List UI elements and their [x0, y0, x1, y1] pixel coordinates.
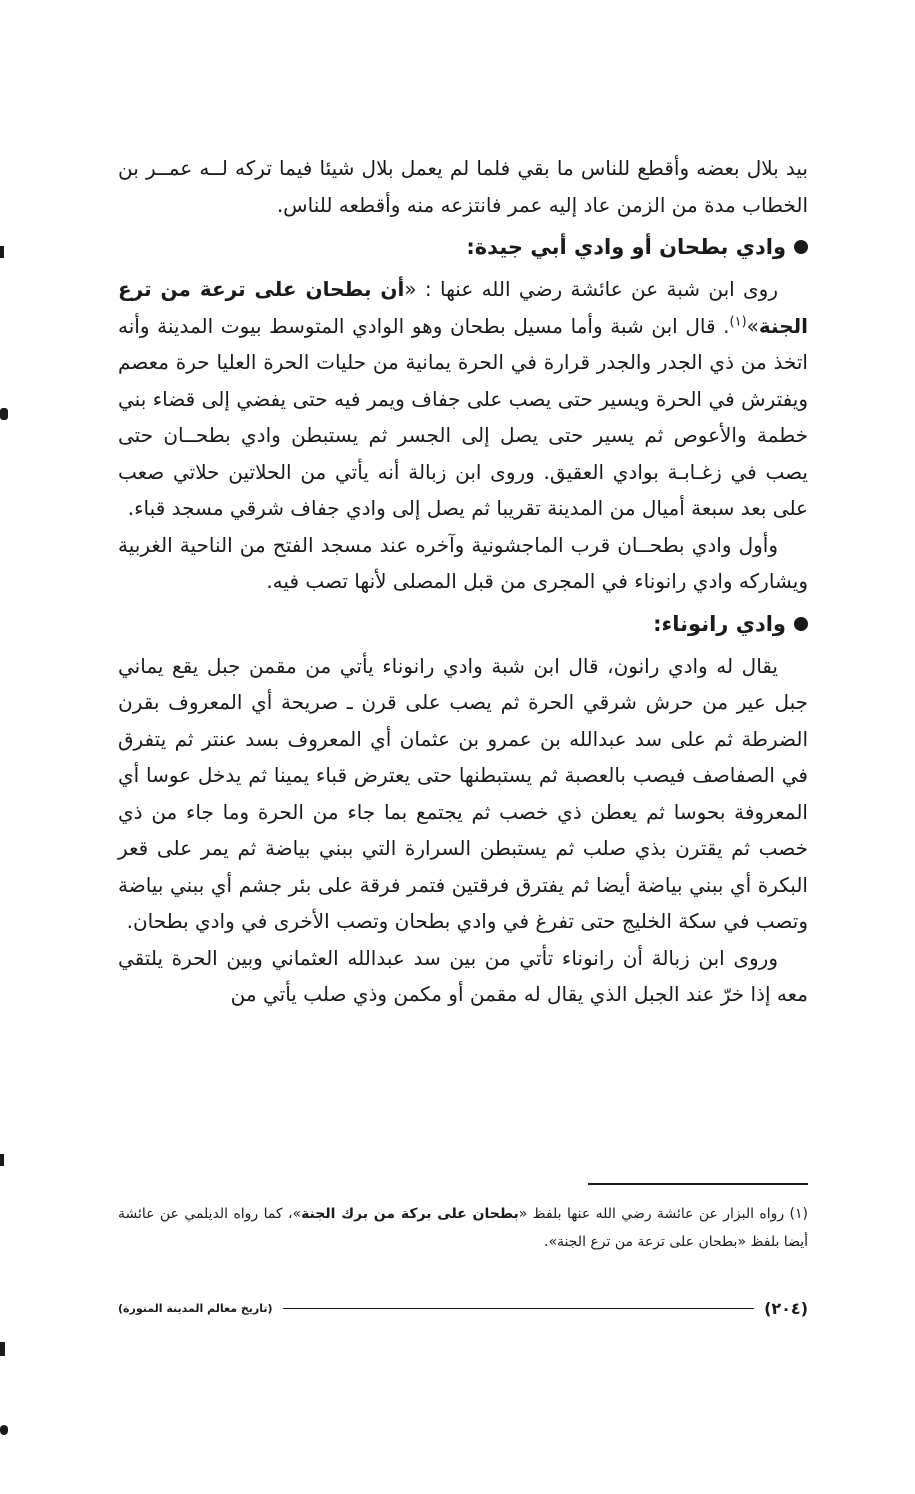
scan-edge-mark: [0, 1425, 8, 1435]
footnote: [118, 1200, 808, 1256]
book-title: (تاريخ معالم المدينة المنورة): [118, 1301, 273, 1315]
scan-edge-mark: [0, 246, 4, 258]
bullet-icon: [794, 240, 808, 254]
bathan-intro: روى ابن شبة عن عائشة رضي الله عنها : «: [404, 277, 778, 301]
section-heading-ranuna: [118, 606, 808, 642]
scan-edge-mark: [0, 408, 8, 420]
paragraph-bilal: بيد بلال بعضه وأقطع للناس ما بقي فلما لم يعمل بلال شيئا فيما تركه لــه عمــر بن الخطاب مدة من الزمن عاد إليه عمر فانتزعه منه وأقطعه للناس.: [118, 156, 808, 217]
page-body: [118, 150, 808, 1013]
bathan-quote-close: »: [746, 313, 759, 338]
section-heading-ranuna-text: وادي رانوناء:: [653, 611, 786, 636]
paragraph-ibn-zabala: وروى ابن زبالة أن رانوناء تأتي من بين سد عبدالله العثماني وبين الحرة يلتقي معه إذا خرّ عند الجبل الذي يقال له مقمن أو مكمن وذي صلب يأتي من: [118, 945, 808, 1006]
page-number: (٢٠٤): [764, 1298, 808, 1318]
bullet-icon: [794, 617, 808, 631]
paragraph-bathan-course: وأول وادي بطحــان قرب الماجشونية وآخره عند مسجد الفتح من الناحية الغربية ويشاركه وادي رانوناء في المجرى من قبل المصلى لأنها تصب فيه.: [118, 532, 808, 593]
footer-line: [283, 1308, 755, 1309]
bathan-hadith-quote: أن بطحان على ترعة من ترع الجنة: [118, 277, 808, 338]
footnote-text-a: رواه البزار عن عائشة رضي الله عنها بلفظ «: [518, 1206, 785, 1222]
paragraph-bathan: [118, 271, 808, 527]
footnote-marker: (١): [789, 1206, 808, 1222]
footnote-divider: [588, 1183, 808, 1185]
page-footer: [118, 1296, 808, 1320]
section-heading-bathan: [118, 229, 808, 265]
scan-edge-mark: [0, 1342, 5, 1356]
bathan-description: . قال ابن شبة وأما مسيل بطحان وهو الوادي المتوسط بيوت المدينة وأنه اتخذ من ذي الجدر والجدر قرارة في الحرة يمانية من حليات الحرة العليا حرة معصم ويفترش في الحرة ويسير حتى يصب على جفاف ويمر فيه حتى يفضي إلى قضاء بني خطمة والأعوص ثم يسير حتى يصل إلى الجسر ثم يستبطن وادي بطحــان حتى يصب في زغـابـة بوادي العقيق. وروى ابن زبالة أنه يأتي من الحلاتين حلاتي صعب على بعد سبعة أميال من المدينة تقريبا ثم يصل إلى وادي جفاف شرقي مسجد قباء.: [118, 313, 808, 520]
footnote-reference[interactable]: (١): [729, 313, 747, 329]
footnote-text-b: »، كما رواه الديلمي عن عائشة أيضا بلفظ «بطحان على ترعة من ترع الجنة».: [118, 1206, 808, 1250]
footnote-bold-quote: بطحان على بركة من برك الجنة: [301, 1206, 519, 1222]
paragraph-ranuna: يقال له وادي رانون، قال ابن شبة وادي رانوناء يأتي من مقمن جبل يقع يماني جبل عير من حرش شرقي الحرة ثم يصب على قرن ـ صريحة أي المعروف بقرن الضرطة ثم على سد عبدالله بن عمرو بن عثمان أي المعروف بسد عنتر ثم يتفرق في الصفاصف فيصب بالعصبة ثم يستبطنها حتى يعترض قباء يمينا ثم يدخل عوسا أي المعروفة بحوسا ثم يعطن ذي خصب ثم يجتمع بما جاء من الحرة وما جاء من ذي خصب ثم يقترن بذي صلب ثم يستبطن السرارة التي ببني بياضة ثم يمر على قعر البكرة أي ببني بياضة أيضا ثم يفترق فرقتين فتمر فرقة على بئر جشم أي ببني بياضة وتصب في سكة الخليج حتى تفرغ في وادي بطحان وتصب الأخرى في وادي بطحان.: [118, 653, 808, 933]
section-heading-bathan-text: وادي بطحان أو وادي أبي جيدة:: [466, 235, 786, 259]
scan-edge-mark: [0, 1154, 4, 1166]
